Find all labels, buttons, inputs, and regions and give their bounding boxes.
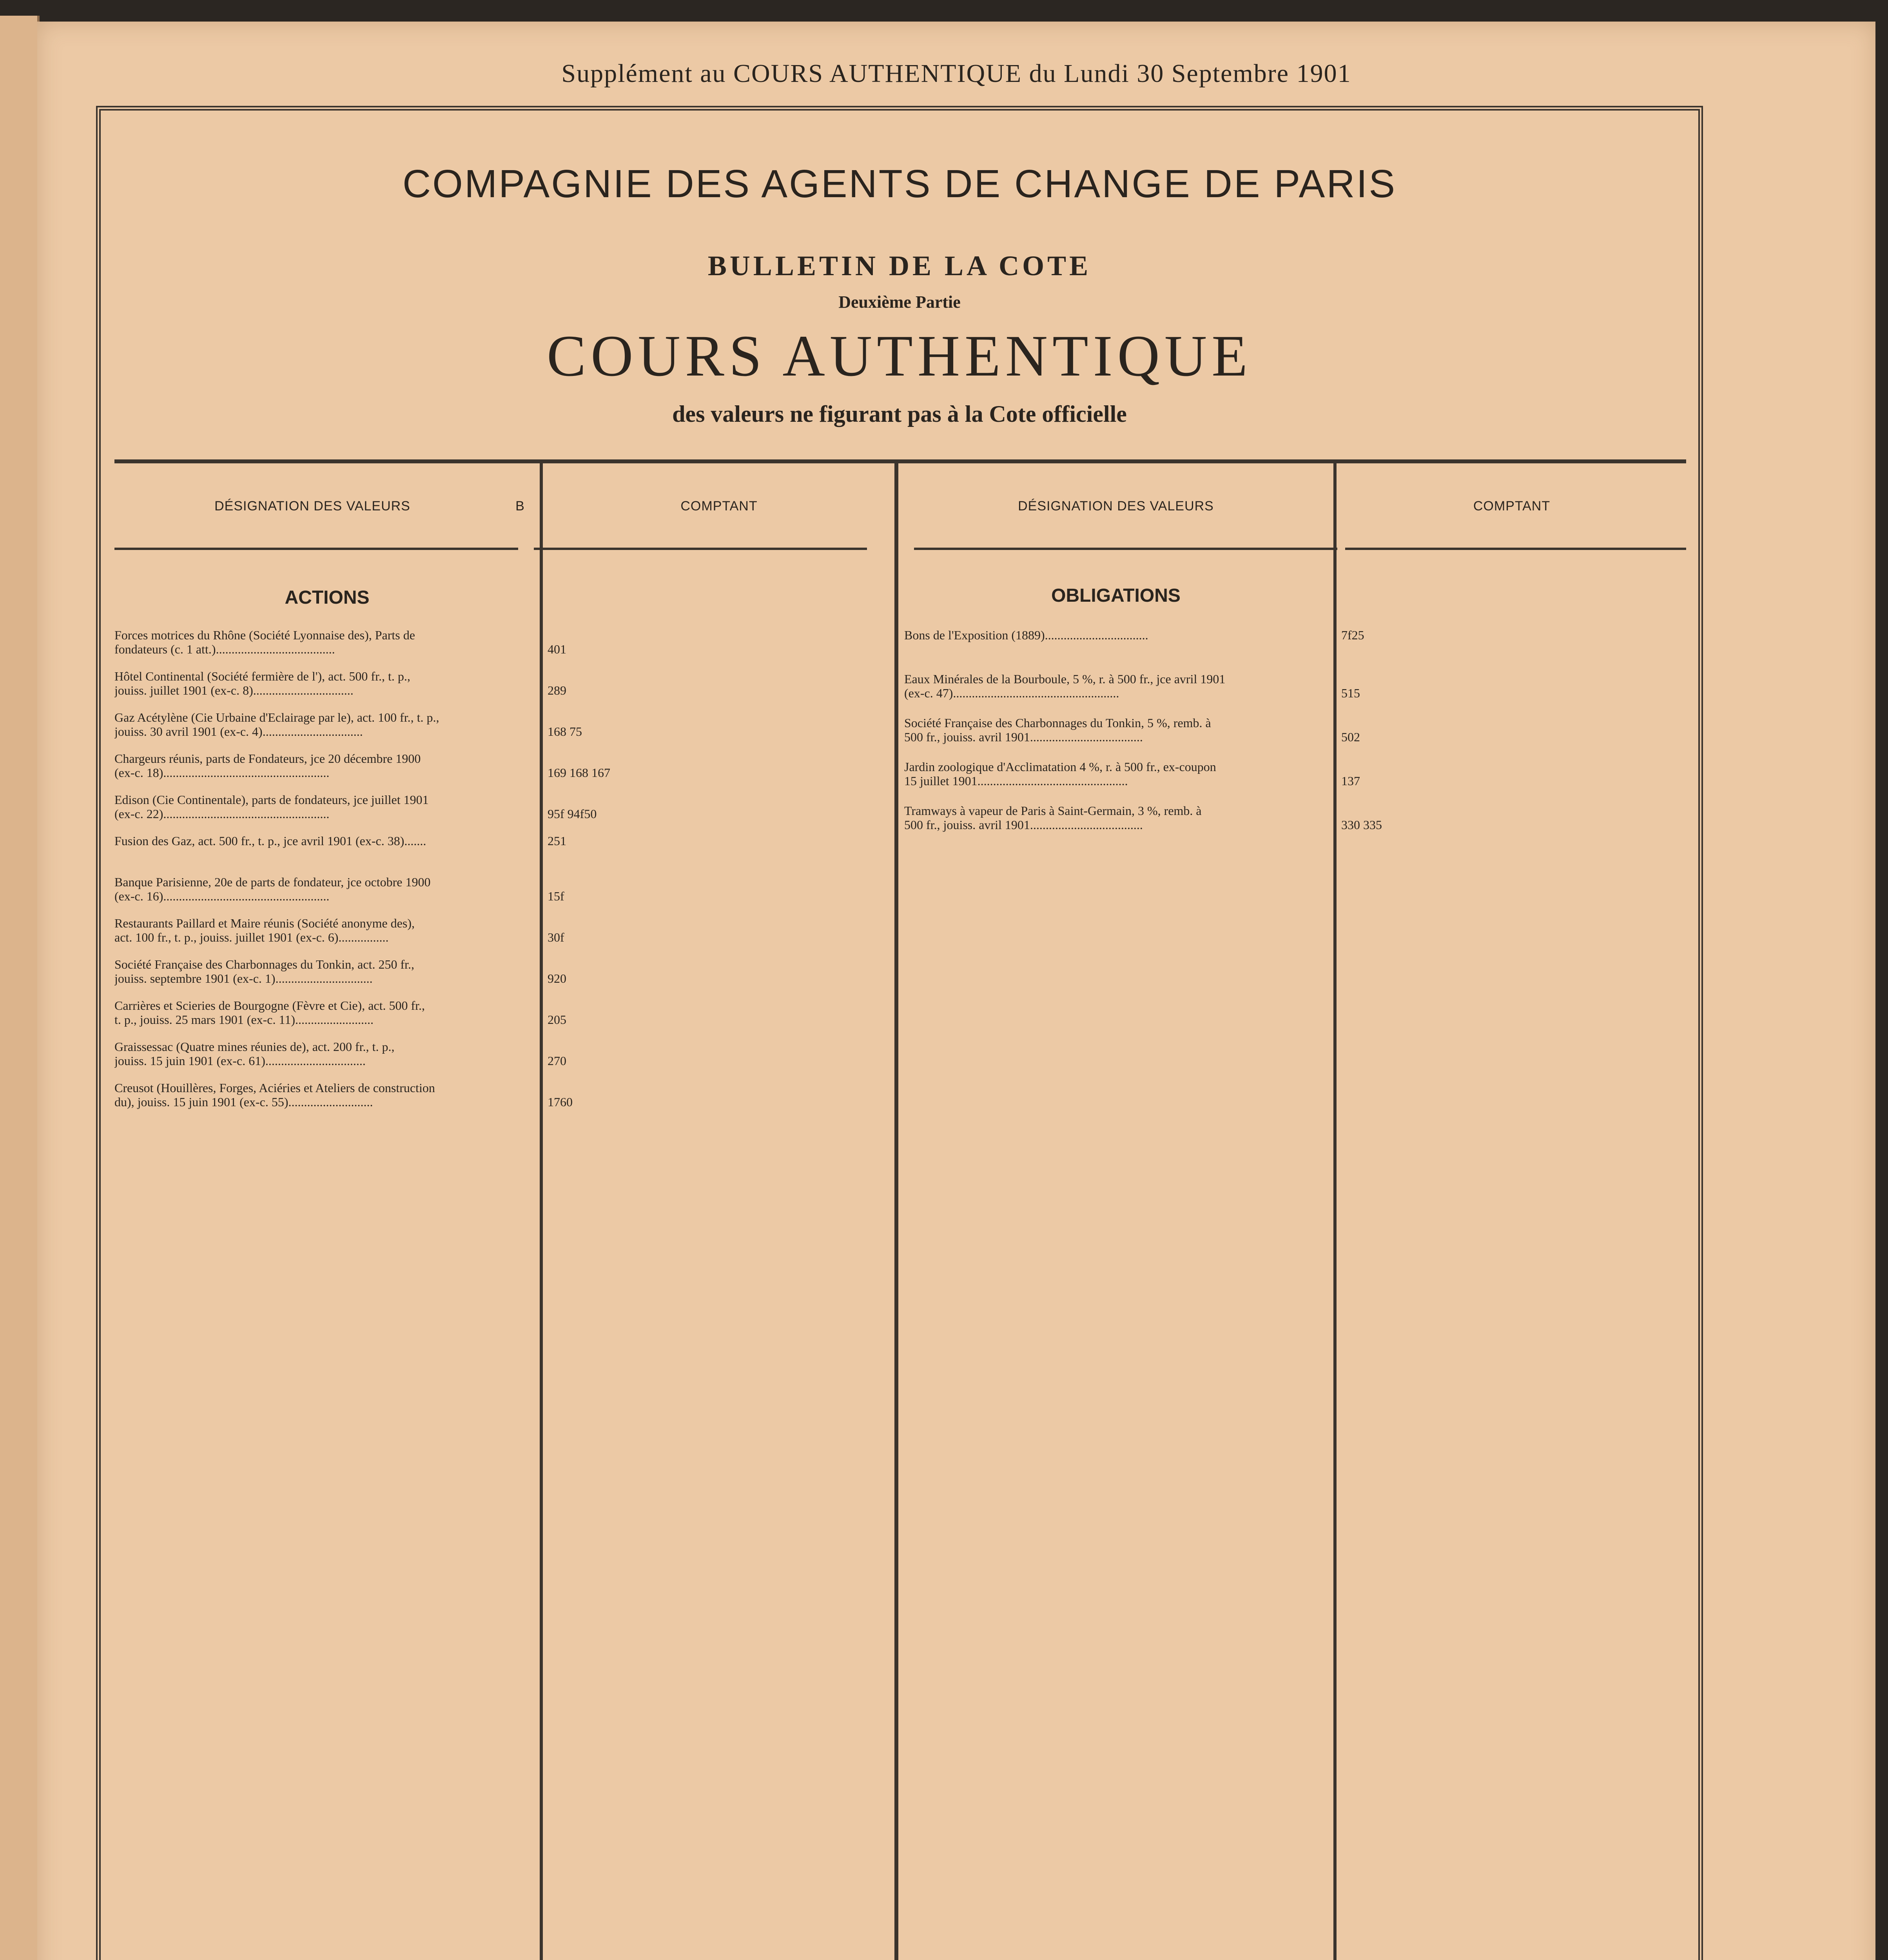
obligations-entry-line: Jardin zoologique d'Acclimatation 4 %, r. à 500 fr., ex-coupon	[904, 760, 1216, 774]
actions-entry	[114, 957, 536, 985]
company-title: COMPAGNIE DES AGENTS DE CHANGE DE PARIS	[402, 162, 1397, 206]
actions-price: 289	[548, 683, 566, 697]
obligations-price: 502	[1341, 730, 1360, 744]
actions-entry	[114, 1040, 536, 1068]
header-rule-comptant-right	[1345, 548, 1686, 550]
actions-entry-line: Banque Parisienne, 20e de parts de fondateur, jce octobre 1900	[114, 875, 431, 889]
actions-entry	[114, 751, 536, 780]
obligations-entry-line: 15 juillet 1901................................................	[904, 774, 1128, 788]
obligations-section-title: OBLIGATIONS	[1051, 585, 1181, 606]
actions-entry-line: (ex-c. 18).....................................................	[114, 766, 330, 780]
obligations-entry-line: Bons de l'Exposition (1889).................................	[904, 628, 1148, 642]
actions-entry-line: Edison (Cie Continentale), parts de fondateurs, jce juillet 1901	[114, 793, 429, 807]
column-rule-3	[1333, 463, 1337, 1960]
actions-price: 169 168 167	[548, 766, 610, 780]
top-table-rule	[114, 459, 1686, 463]
supplement-header: Supplément au COURS AUTHENTIQUE du Lundi 30 Septembre 1901	[561, 59, 1351, 88]
actions-entry-line: du), jouiss. 15 juin 1901 (ex-c. 55)...........................	[114, 1095, 373, 1109]
actions-entry-line: Forces motrices du Rhône (Société Lyonnaise des), Parts de	[114, 628, 415, 642]
actions-price: 401	[548, 642, 566, 656]
header-designation-left: DÉSIGNATION DES VALEURS	[214, 499, 410, 514]
actions-price: 1760	[548, 1095, 573, 1109]
header-b: B	[515, 499, 525, 514]
obligations-entry-line: 500 fr., jouiss. avril 1901....................................	[904, 730, 1143, 744]
actions-entry-line: t. p., jouiss. 25 mars 1901 (ex-c. 11).........................	[114, 1013, 374, 1027]
actions-entry-line: (ex-c. 22).....................................................	[114, 807, 330, 821]
actions-entry	[114, 875, 536, 903]
actions-price: 15f	[548, 889, 564, 903]
actions-entry	[114, 669, 536, 697]
obligations-entry	[904, 672, 1331, 700]
actions-price: 251	[548, 834, 566, 848]
actions-price: 30f	[548, 930, 564, 944]
obligations-price: 330 335	[1341, 818, 1382, 832]
obligations-entry-line: Tramways à vapeur de Paris à Saint-Germain, 3 %, remb. à	[904, 804, 1202, 818]
obligations-entry-line: 500 fr., jouiss. avril 1901....................................	[904, 818, 1143, 832]
bulletin-title: BULLETIN DE LA COTE	[707, 250, 1092, 281]
actions-entry-line: (ex-c. 16).....................................................	[114, 889, 330, 903]
actions-entry-line: act. 100 fr., t. p., jouiss. juillet 1901 (ex-c. 6)................	[114, 930, 389, 944]
obligations-entry	[904, 716, 1331, 744]
obligations-entry-line: Eaux Minérales de la Bourboule, 5 %, r. à 500 fr., jce avril 1901	[904, 672, 1226, 686]
actions-entry-line: Fusion des Gaz, act. 500 fr., t. p., jce avril 1901 (ex-c. 38).......	[114, 834, 426, 848]
actions-price: 205	[548, 1013, 566, 1027]
actions-entry-line: jouiss. juillet 1901 (ex-c. 8)................................	[114, 683, 354, 697]
actions-entry	[114, 834, 536, 848]
actions-entry-line: Graissessac (Quatre mines réunies de), act. 200 fr., t. p.,	[114, 1040, 395, 1054]
header-rule-right	[914, 548, 1337, 550]
obligations-entry-line: Société Française des Charbonnages du Tonkin, 5 %, remb. à	[904, 716, 1211, 730]
actions-entry	[114, 1081, 536, 1109]
cours-title: COURS AUTHENTIQUE	[547, 323, 1252, 388]
actions-entry-line: Restaurants Paillard et Maire réunis (Société anonyme des),	[114, 916, 415, 930]
description: des valeurs ne figurant pas à la Cote officielle	[672, 401, 1127, 427]
actions-entry	[114, 916, 536, 944]
actions-price: 168 75	[548, 724, 582, 739]
actions-entry-line: Creusot (Houillères, Forges, Aciéries et Ateliers de construction	[114, 1081, 435, 1095]
obligations-entry	[904, 804, 1331, 832]
header-comptant-left: COMPTANT	[680, 499, 758, 514]
actions-entry-line: Société Française des Charbonnages du Tonkin, act. 250 fr.,	[114, 957, 414, 971]
actions-entry-line: fondateurs (c. 1 att.)......................................	[114, 642, 335, 656]
actions-section-title: ACTIONS	[285, 587, 370, 608]
binding-edge	[0, 16, 40, 1960]
actions-entry-line: Hôtel Continental (Société fermière de l'), act. 500 fr., t. p.,	[114, 669, 410, 683]
actions-entry-line: Carrières et Scieries de Bourgogne (Fèvre et Cie), act. 500 fr.,	[114, 998, 425, 1013]
bulletin-frame	[96, 106, 1703, 1960]
actions-entry	[114, 628, 536, 656]
actions-entry	[114, 793, 536, 821]
actions-entry	[114, 710, 536, 739]
actions-entry-line: jouiss. 30 avril 1901 (ex-c. 4)................................	[114, 724, 363, 739]
column-rule-1	[540, 463, 543, 1960]
actions-price: 270	[548, 1054, 566, 1068]
obligations-entry	[904, 628, 1331, 642]
header-rule-left	[114, 548, 518, 550]
actions-price: 920	[548, 971, 566, 985]
obligations-price: 137	[1341, 774, 1360, 788]
part-label: Deuxième Partie	[838, 292, 961, 312]
column-rule-2	[894, 463, 898, 1960]
obligations-price: 515	[1341, 686, 1360, 700]
actions-entry-line: Gaz Acétylène (Cie Urbaine d'Eclairage par le), act. 100 fr., t. p.,	[114, 710, 439, 724]
obligations-entry	[904, 760, 1331, 788]
actions-entry	[114, 998, 536, 1027]
actions-entry-line: jouiss. 15 juin 1901 (ex-c. 61)................................	[114, 1054, 366, 1068]
header-rule-comptant-left	[534, 548, 867, 550]
actions-price: 95f 94f50	[548, 807, 597, 821]
actions-entry-line: jouiss. septembre 1901 (ex-c. 1)...............................	[114, 971, 373, 985]
document-page	[37, 22, 1875, 1960]
header-designation-right: DÉSIGNATION DES VALEURS	[1018, 499, 1214, 514]
header-comptant-right: COMPTANT	[1473, 499, 1551, 514]
actions-entry-line: Chargeurs réunis, parts de Fondateurs, jce 20 décembre 1900	[114, 751, 421, 766]
obligations-price: 7f25	[1341, 628, 1364, 642]
obligations-entry-line: (ex-c. 47).....................................................	[904, 686, 1119, 700]
